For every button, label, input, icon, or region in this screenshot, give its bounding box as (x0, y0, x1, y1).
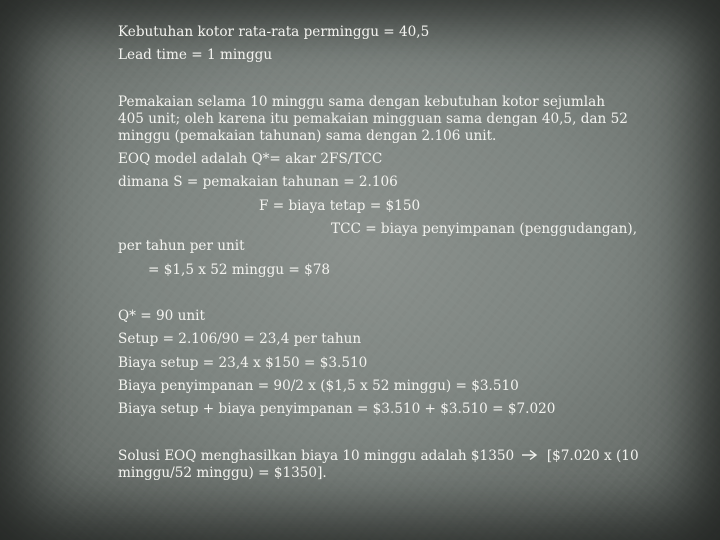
text-line: 405 unit; oleh karena itu pemakaian mingguan sama dengan 40,5, dan 52 (118, 111, 628, 127)
right-arrow-icon (521, 449, 539, 461)
text-line: per tahun per unit (118, 238, 245, 254)
text-line: EOQ model adalah Q*= akar 2FS/TCC (118, 151, 383, 167)
text-line: Biaya setup + biaya penyimpanan = $3.510 + $3.510 = $7.020 (118, 401, 556, 417)
text-line: Biaya penyimpanan = 90/2 x ($1,5 x 52 minggu) = $3.510 (118, 378, 519, 394)
text-segment: Solusi EOQ menghasilkan biaya 10 minggu adalah $1350 (118, 448, 515, 464)
text-line: TCC = biaya penyimpanan (penggudangan), (331, 221, 638, 237)
text-segment: [$7.020 x (10 (546, 448, 639, 464)
text-line: Kebutuhan kotor rata-rata perminggu = 40,5 (118, 24, 430, 40)
text-line: Lead time = 1 minggu (118, 47, 273, 63)
text-line: Setup = 2.106/90 = 23,4 per tahun (118, 331, 362, 347)
text-line: minggu (pemakaian tahunan) sama dengan 2.106 unit. (118, 128, 497, 144)
text-line: minggu/52 minggu) = $1350]. (118, 465, 327, 481)
text-line: dimana S = pemakaian tahunan = 2.106 (118, 174, 398, 190)
text-line: Q* = 90 unit (118, 308, 205, 324)
text-line: F = biaya tetap = $150 (259, 198, 421, 214)
text-line: Biaya setup = 23,4 x $150 = $3.510 (118, 355, 368, 371)
text-line-with-arrow (118, 448, 639, 465)
text-line: Pemakaian selama 10 minggu sama dengan kebutuhan kotor sejumlah (118, 94, 605, 110)
text-line: = $1,5 x 52 minggu = $78 (148, 262, 331, 278)
